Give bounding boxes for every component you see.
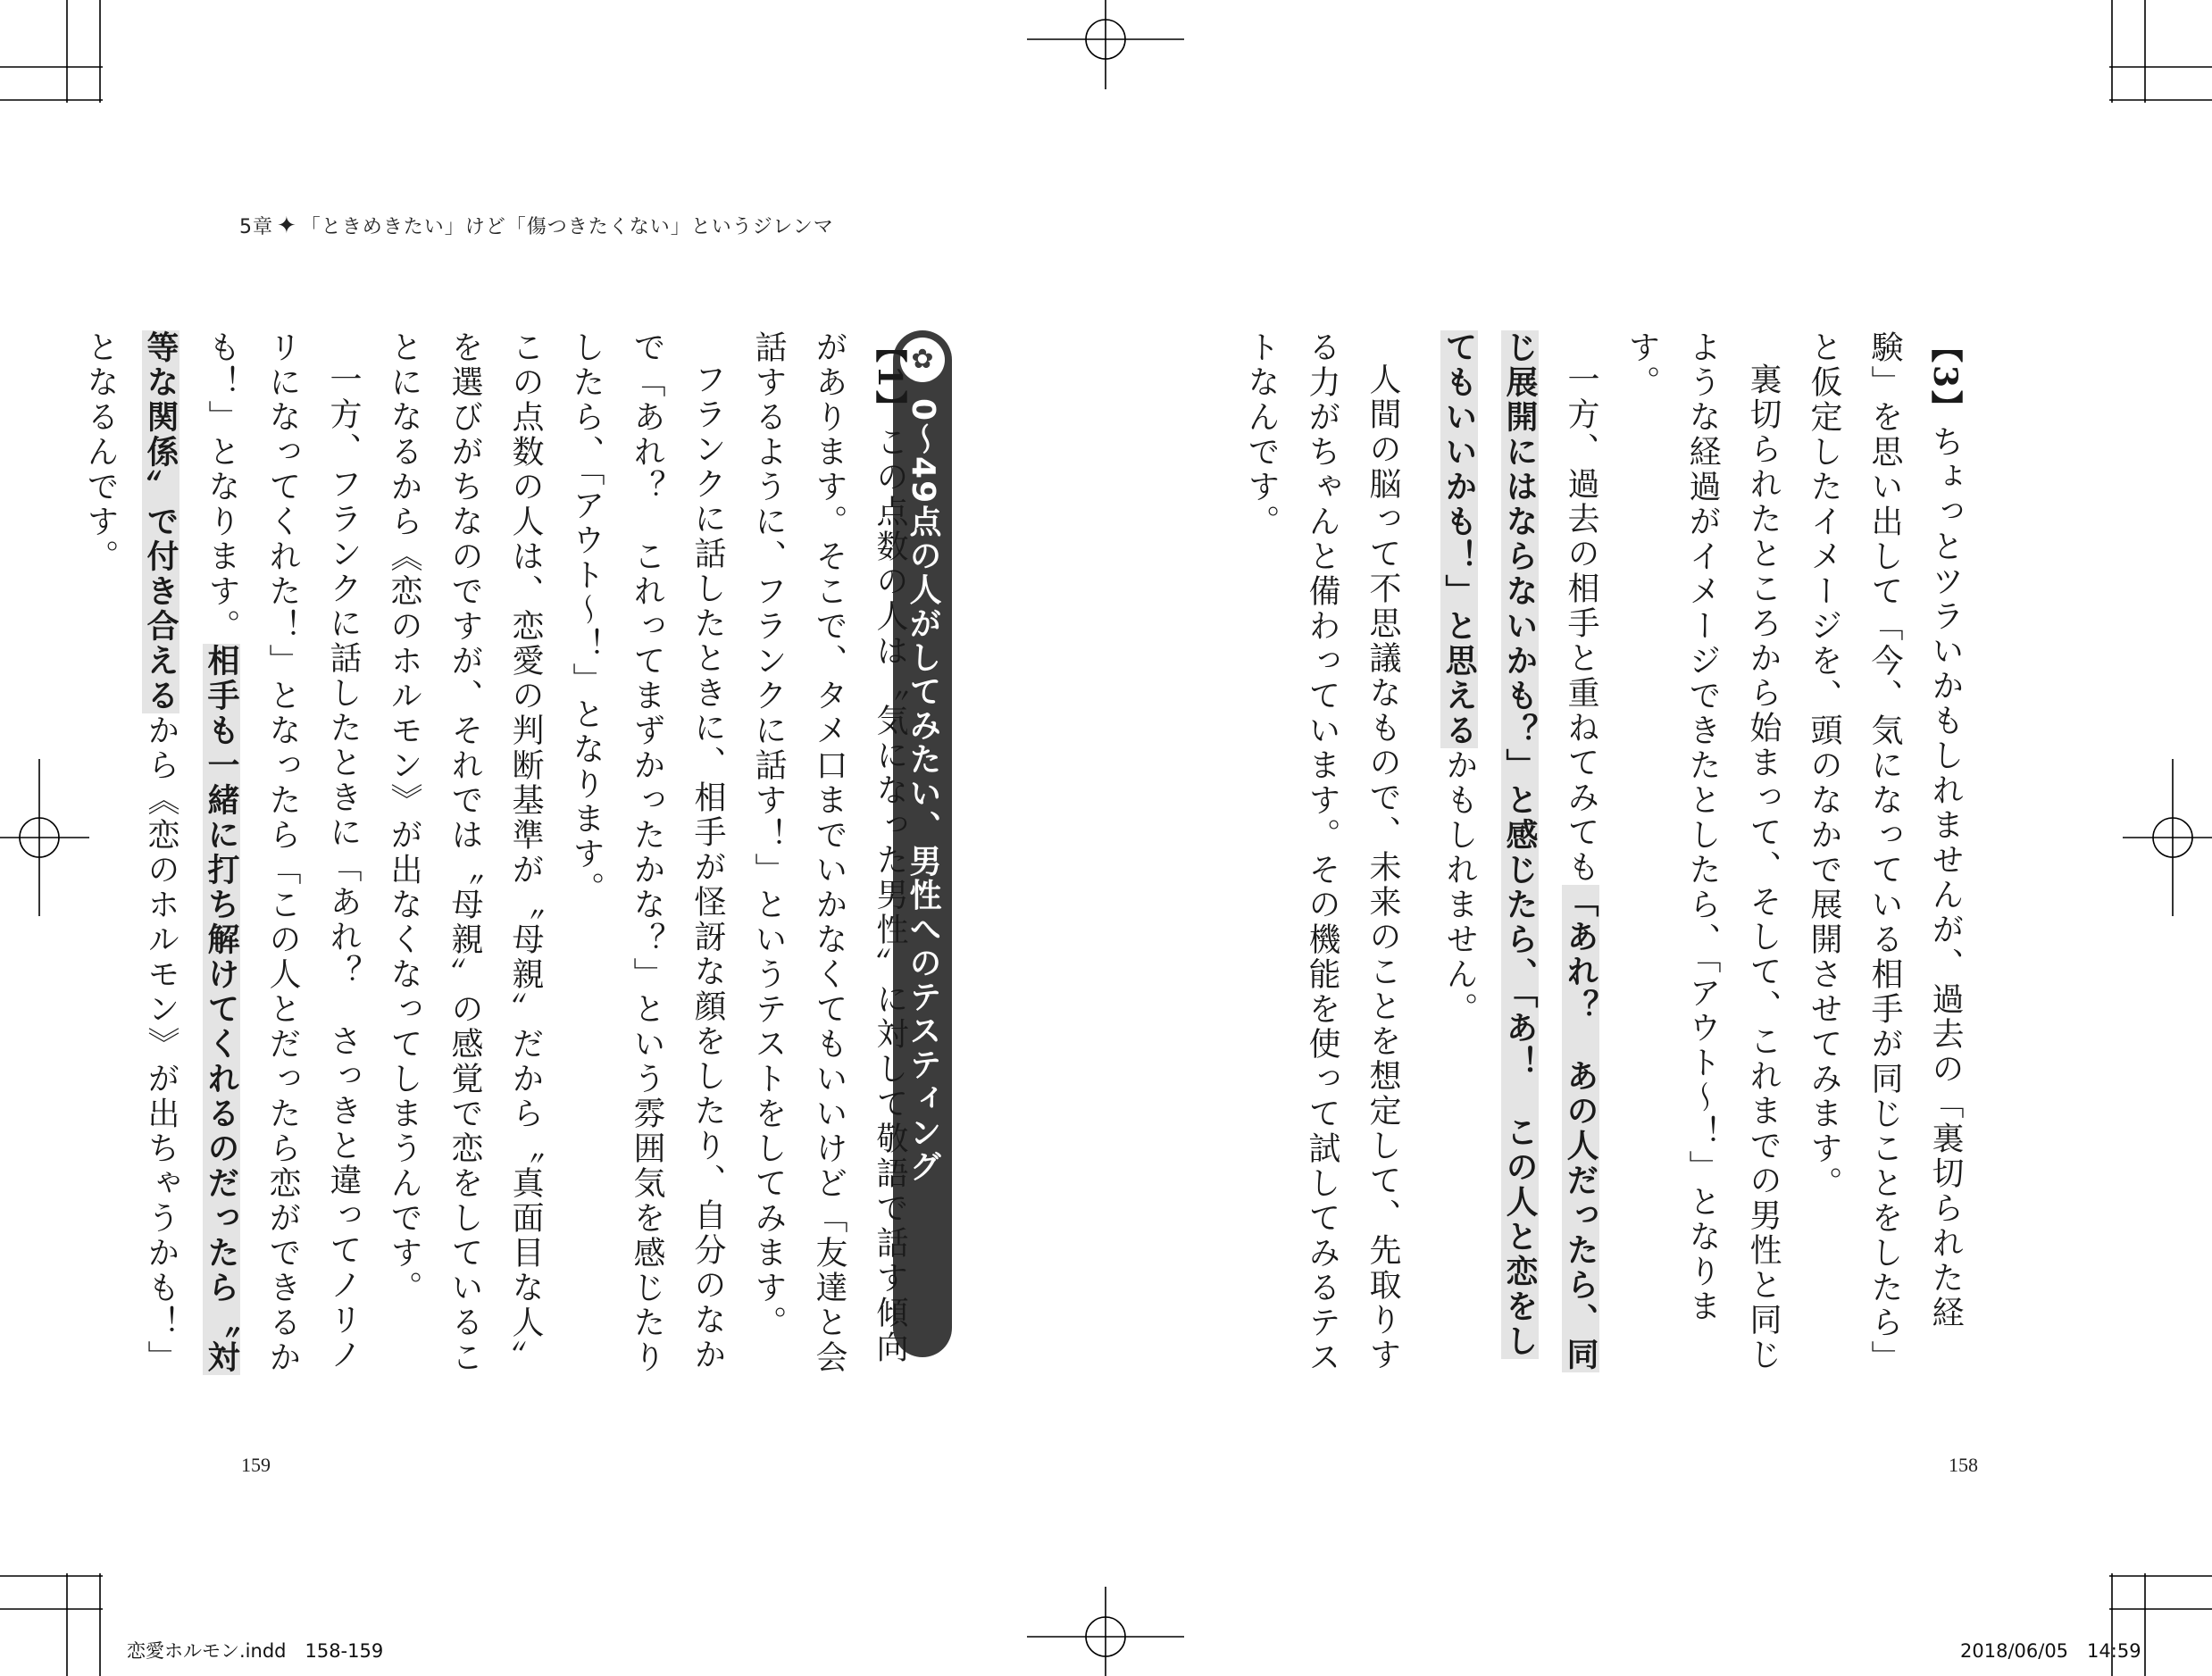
item-tag: 【3】 [1926, 330, 1964, 426]
section-heading-text: 0～49点の人がしてみたい、男性へのテスティング [905, 398, 941, 1184]
paragraph [1429, 330, 1611, 1375]
paragraph-text: ちょっとツラいかもしれませんが、過去の「裏切られた経験」を思い出して「今、気になっている相手が同じことをしたら」と仮定したイメージを、頭のなかで展開させてみます。 [1806, 330, 1964, 1375]
paragraph: この点数の人は、恋愛の判断基準が〝母親〟だから〝真面目な人〟を選びがちなのですが、それでは〝母親〟の感覚で恋をしていることになるから《恋のホルモン》が出なくなってしまうんです。 [386, 330, 544, 1375]
paragraph-text: この点数の人は〝気になった男性〟に対して敬語で話す傾向があります。そこで、タメ口までいかなくてもいいけど「友達と会話するように、フランクに話す！」というテストをしてみます。 [750, 330, 908, 1375]
item-tag: 【1】 [871, 330, 908, 426]
paragraph: 人間の脳って不思議なもので、未来のことを想定して、先取りする力がちゃんと備わっています。その機能を使って試してみるテストなんです。 [1243, 330, 1401, 1375]
slug-timestamp: 2018/06/05 14:59 [1960, 1640, 2141, 1662]
paragraph: 裏切られたところから始まって、そして、これまでの男性と同じような経過がイメージできたとしたら、「アウト～！」となります。 [1624, 330, 1782, 1372]
running-head [239, 212, 834, 239]
page-159-body [82, 330, 920, 1375]
paragraph [70, 330, 373, 1375]
rose-icon: ✿ [900, 338, 945, 382]
paragraph-text: かもしれません。 [1441, 748, 1478, 1027]
highlighted-text: 相手も一緒に打ち解けてくれるのだったら〝対等な関係〟で付き合える [142, 330, 240, 1375]
page-158-body [1243, 330, 1975, 1375]
page-number-left: 159 [241, 1454, 271, 1476]
paragraph: フランクに話したときに、相手が怪訝な顔をしたり、自分のなかで「あれ？ これってまずかったかな？」という雰囲気を感じたりしたら、「アウト～！」となります。 [568, 330, 726, 1375]
paragraph [738, 330, 920, 1375]
paragraph-text: から《恋のホルモン》が出ちゃうかも！」となるんです。 [82, 330, 179, 1375]
paragraph-text: 一方、フランクに話したときに「あれ？ さっきと違ってノリノリになってくれた！」となったら「この人とだったら恋ができるかも！」となります。 [204, 330, 362, 1375]
slug-filename: 恋愛ホルモン.indd 158-159 [127, 1640, 384, 1662]
chapter-title: 「ときめきたい」けど「傷つきたくない」というジレンマ [300, 216, 834, 238]
paragraph-text: 一方、過去の相手と重ねてみても [1563, 363, 1599, 885]
paragraph [1793, 330, 1975, 1375]
page-number-right: 158 [1949, 1454, 1978, 1476]
chapter-label: 5章 [239, 216, 273, 238]
sparkle-icon: ✦ [277, 213, 297, 239]
highlighted-text: 「あれ？ あの人だったら、同じ展開にはならないかも？」と感じたら、「あ！ この人と恋をしてもいいかも！」と思える [1440, 330, 1599, 1372]
